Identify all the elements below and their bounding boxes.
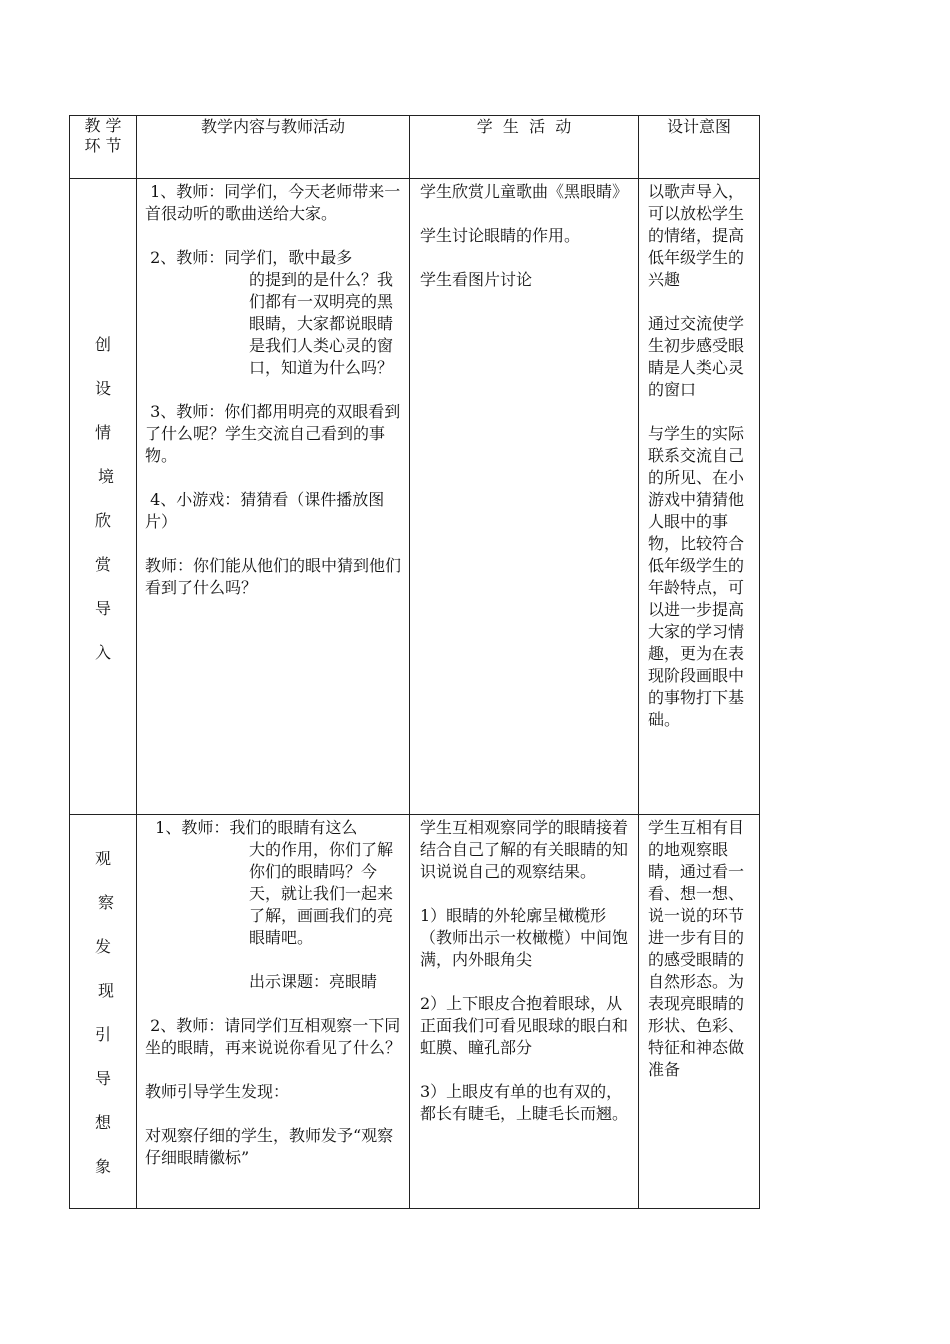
header-teacher-activity: 教学内容与教师活动 (137, 116, 410, 179)
teacher-1-p2: 2、教师：同学们，歌中最多 (145, 248, 353, 267)
teacher-1-p2-rest: 的提到的是什么？我们都有一双明亮的黑眼睛，大家都说眼睛是我们人类心灵的窗口，知道为什么吗？ (249, 270, 394, 377)
teacher-1-p3: 3、教师：你们都用明亮的双眼看到了什么呢？学生交流自己看到的事物。 (145, 402, 401, 465)
student-2-p2: 1）眼睛的外轮廓呈橄榄形（教师出示一枚橄榄）中间饱满，内外眼角尖 (420, 906, 629, 969)
student-1-p1: 学生欣赏儿童歌曲《黑眼睛》 (420, 182, 629, 201)
student-1-p2: 学生讨论眼睛的作用。 (420, 226, 581, 245)
teacher-activity-2 (137, 815, 410, 1209)
student-2-p3: 2）上下眼皮合抱着眼球，从正面我们可看见眼球的眼白和虹膜、瞳孔部分 (420, 994, 629, 1057)
intent-2-p1: 学生互相有目的地观察眼睛，通过看一看、想一想、说一说的环节进一步有目的的感受眼睛的自然形态。为表现亮眼睛的形状、色彩、特征和神态做准备 (648, 818, 745, 1079)
student-activity-1 (410, 179, 639, 815)
section-1-row (70, 179, 760, 815)
student-2-p4: 3）上眼皮有单的也有双的，都长有睫毛，上睫毛长而翘。 (420, 1082, 629, 1123)
header-row (70, 116, 760, 179)
design-intent-2 (639, 815, 760, 1209)
teacher-2-p2: 出示课题：亮眼睛 (249, 972, 378, 991)
teacher-2-p5: 对观察仔细的学生，教师发予“观察仔细眼睛徽标” (145, 1126, 394, 1167)
header-design-intent: 设计意图 (639, 116, 760, 179)
lesson-plan-table (69, 115, 760, 1209)
stage-2-label: 观 察 发 现 引 导 想 象 (70, 815, 137, 1209)
stage-1-label: 创 设 情 境 欣 赏 导 入 (70, 179, 137, 815)
header-student-activity: 学 生 活 动 (410, 116, 639, 179)
teacher-1-p4: 4、小游戏：猜猜看（课件播放图片） (145, 490, 385, 531)
teacher-2-p1: 1、教师：我们的眼睛有这么 (145, 818, 358, 837)
teacher-2-p1-rest: 大的作用，你们了解你们的眼睛吗？今天，就让我们一起来了解，画画我们的亮眼睛吧。 (249, 840, 394, 947)
teacher-1-p1: 1、教师：同学们，今天老师带来一首很动听的歌曲送给大家。 (145, 182, 401, 223)
teacher-activity-1 (137, 179, 410, 815)
student-2-p1: 学生互相观察同学的眼睛接着结合自己了解的有关眼睛的知识说说自己的观察结果。 (420, 818, 629, 881)
intent-1-p2: 通过交流使学生初步感受眼睛是人类心灵的窗口 (648, 314, 745, 399)
intent-1-p1: 以歌声导入，可以放松学生的情绪，提高低年级学生的兴趣 (648, 182, 745, 289)
student-1-p3: 学生看图片讨论 (420, 270, 533, 289)
student-activity-2 (410, 815, 639, 1209)
teacher-2-p3: 2、教师：请同学们互相观察一下同坐的眼睛，再来说说你看见了什么？ (145, 1016, 402, 1057)
section-2-row (70, 815, 760, 1209)
header-stage: 教 学 环 节 (70, 116, 137, 179)
intent-1-p3: 与学生的实际联系交流自己的所见、在小游戏中猜猜他人眼中的事物，比较符合低年级学生的年龄特点，可以进一步提高大家的学习情趣，更为在表现阶段画眼中的事物打下基础。 (648, 424, 745, 729)
teacher-2-p4: 教师引导学生发现： (145, 1082, 290, 1101)
design-intent-1 (639, 179, 760, 815)
teacher-1-p5: 教师：你们能从他们的眼中猜到他们看到了什么吗？ (145, 556, 402, 597)
